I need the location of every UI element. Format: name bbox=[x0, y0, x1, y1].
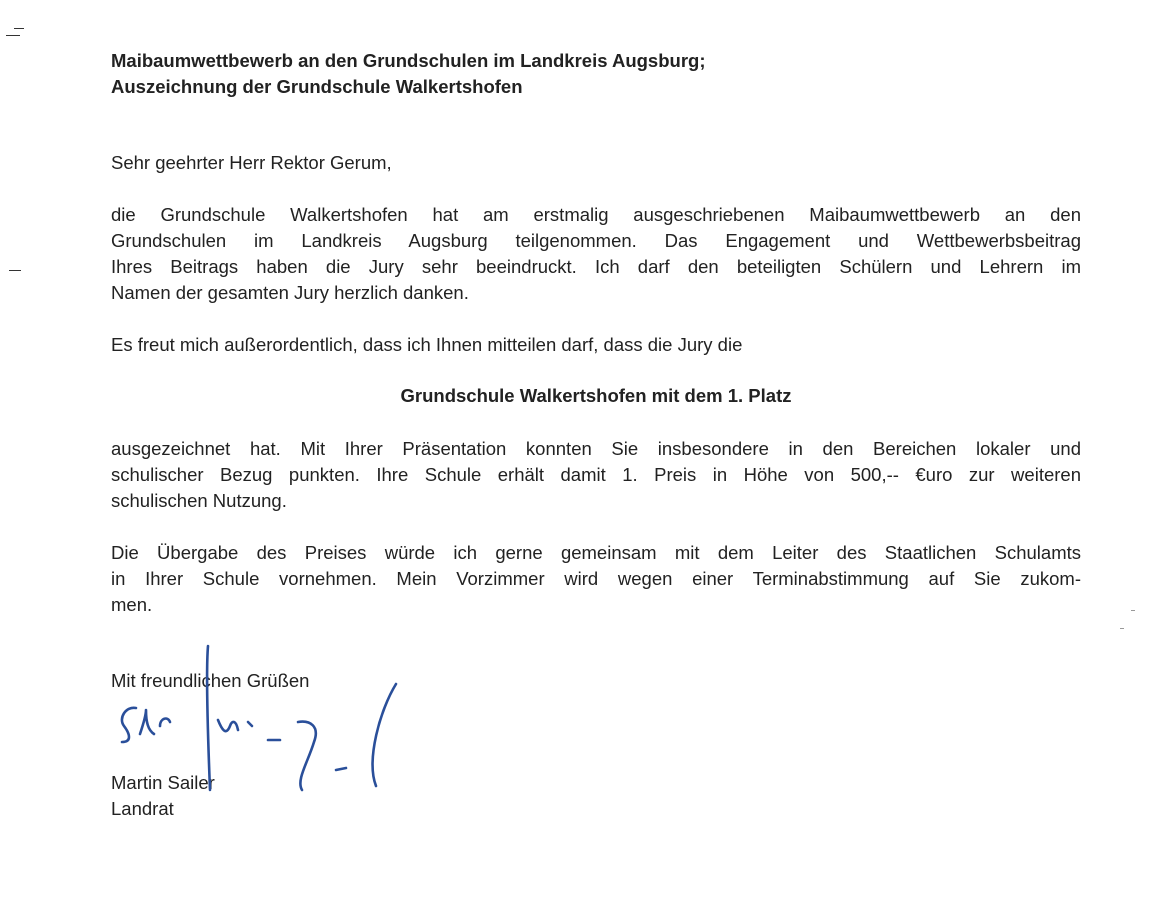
handwritten-signature bbox=[100, 630, 420, 830]
paragraph-line: ausgezeichnet hat. Mit Ihrer Präsentation konnten Sie insbesondere in den Bereichen lokaler und bbox=[111, 438, 1081, 459]
paragraph-1 bbox=[111, 202, 1081, 306]
paragraph-line: Grundschulen im Landkreis Augsburg teilgenommen. Das Engagement und Wettbewerbsbeitrag bbox=[111, 230, 1081, 251]
signature-stroke bbox=[248, 722, 252, 726]
subject-line-2: Auszeichnung der Grundschule Walkertshofen bbox=[111, 76, 523, 97]
signature-stroke bbox=[218, 720, 238, 731]
paragraph-line: Namen der gesamten Jury herzlich danken. bbox=[111, 282, 469, 303]
paragraph-3 bbox=[111, 436, 1081, 514]
subject-line-1: Maibaumwettbewerb an den Grundschulen im Landkreis Augsburg; bbox=[111, 50, 706, 71]
closing: Mit freundlichen Grüßen bbox=[111, 670, 310, 691]
signature-stroke bbox=[336, 768, 346, 770]
salutation: Sehr geehrter Herr Rektor Gerum, bbox=[111, 152, 392, 173]
signature-stroke bbox=[373, 684, 396, 786]
paragraph-line: in Ihrer Schule vornehmen. Mein Vorzimmer wird wegen einer Terminabstimmung auf Sie zukom- bbox=[111, 568, 1081, 589]
signature-stroke bbox=[140, 710, 154, 734]
paragraph-2: Es freut mich außerordentlich, dass ich Ihnen mitteilen darf, dass die Jury die bbox=[111, 334, 743, 355]
subject-heading bbox=[111, 48, 1011, 100]
fold-mark bbox=[6, 35, 20, 36]
paragraph-line: Die Übergabe des Preises würde ich gerne gemeinsam mit dem Leiter des Staatlichen Schulamts bbox=[111, 542, 1081, 563]
scan-speck bbox=[1120, 628, 1124, 629]
signature-stroke bbox=[160, 719, 170, 726]
fold-mark bbox=[9, 270, 21, 271]
paragraph-line: schulischen Nutzung. bbox=[111, 490, 287, 511]
paragraph-line: men. bbox=[111, 594, 153, 615]
signature-stroke bbox=[122, 708, 136, 742]
signature-stroke bbox=[207, 646, 210, 790]
paragraph-line: schulischer Bezug punkten. Ihre Schule erhält damit 1. Preis in Höhe von 500,-- €uro zur weiteren bbox=[111, 464, 1081, 485]
fold-mark bbox=[14, 28, 24, 29]
signer-name: Martin Sailer bbox=[111, 772, 215, 793]
paragraph-line: die Grundschule Walkertshofen hat am erstmalig ausgeschriebenen Maibaumwettbewerb an den bbox=[111, 204, 1081, 225]
paragraph-line: Ihres Beitrags haben die Jury sehr beeindruckt. Ich darf den beteiligten Schülern und Lehrern im bbox=[111, 256, 1081, 277]
scan-speck bbox=[1131, 610, 1135, 611]
signature-stroke bbox=[298, 722, 316, 790]
paragraph-4 bbox=[111, 540, 1081, 618]
award-line: Grundschule Walkertshofen mit dem 1. Platz bbox=[400, 385, 792, 406]
signer-title: Landrat bbox=[111, 798, 174, 819]
